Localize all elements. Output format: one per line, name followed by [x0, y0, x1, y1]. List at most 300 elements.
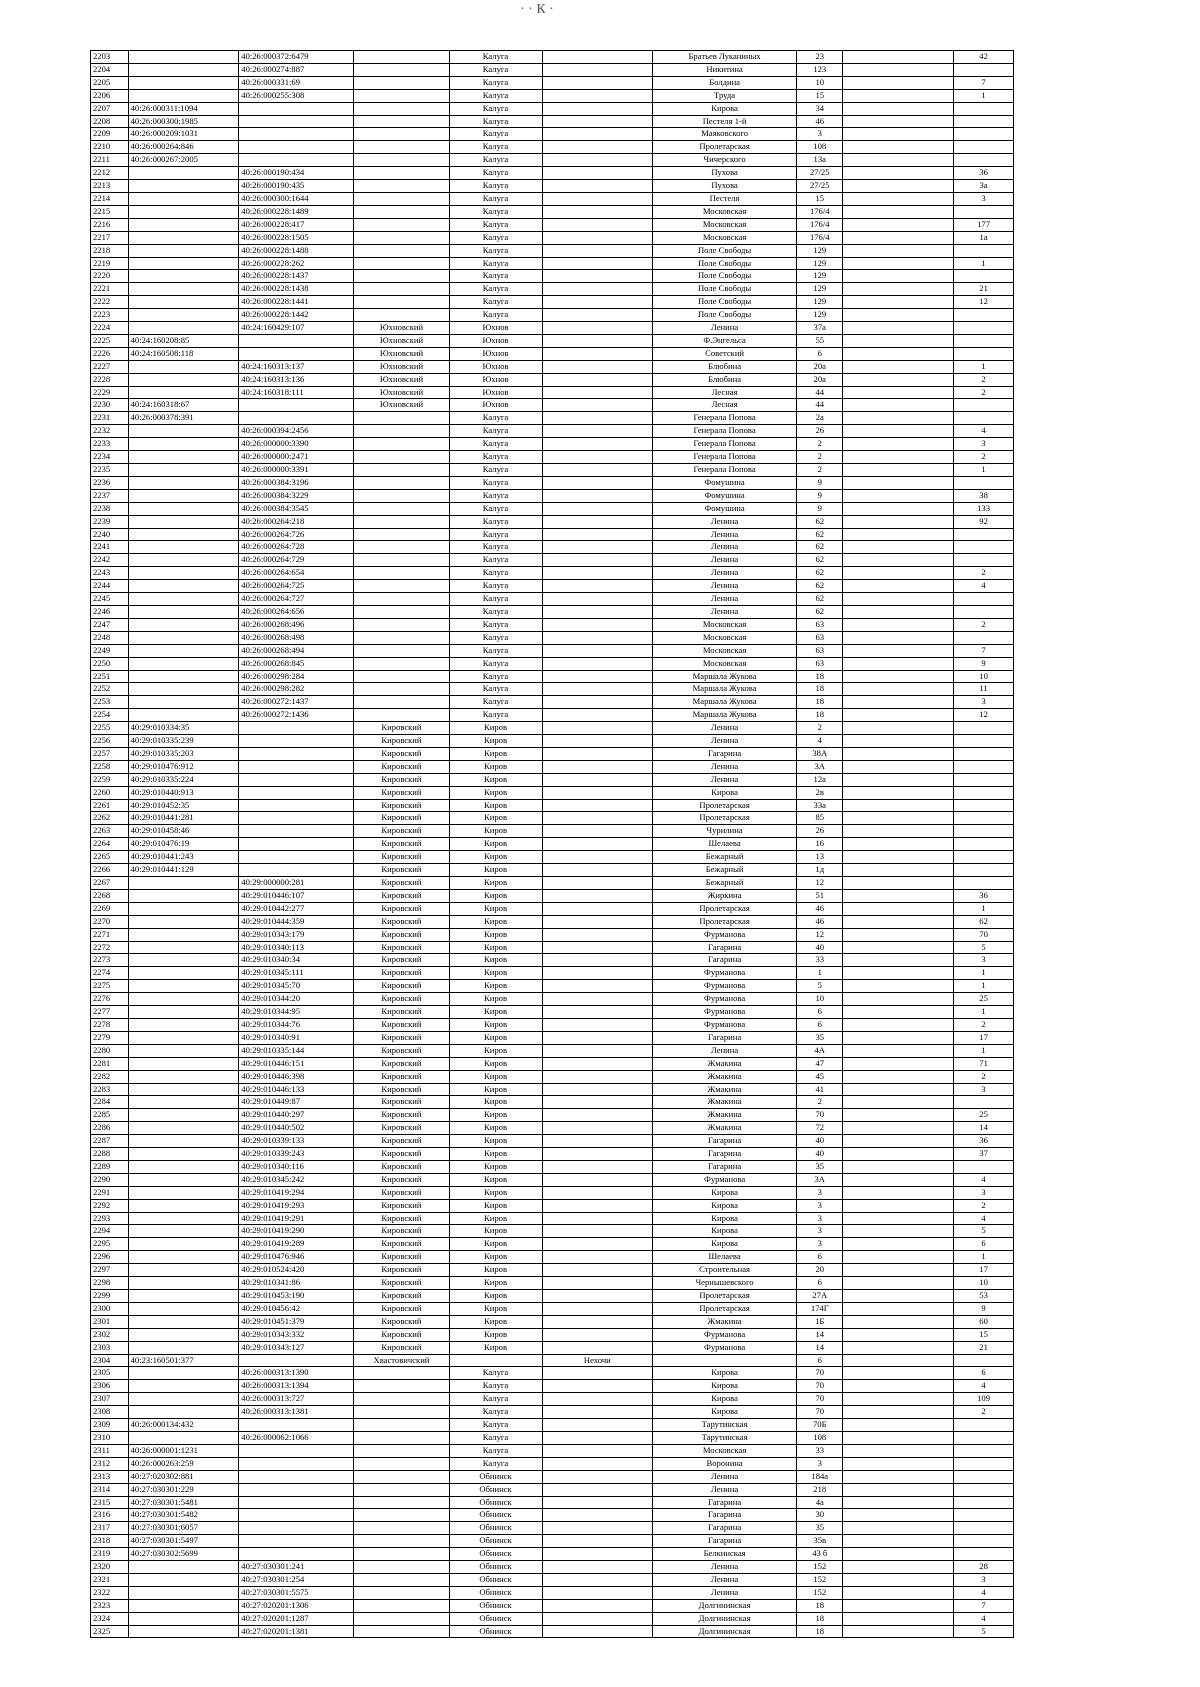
table-cell: 40:26:000272:1436 — [239, 709, 354, 722]
table-cell — [954, 347, 1014, 360]
table-row — [91, 347, 1014, 360]
table-cell — [843, 760, 954, 773]
table-cell: 30 — [797, 1509, 843, 1522]
table-cell: 2 — [797, 438, 843, 451]
table-cell: 40:29:010419:290 — [239, 1225, 354, 1238]
table-cell: Генерала Попова — [653, 412, 797, 425]
table-cell: Ленина — [653, 322, 797, 335]
table-cell — [843, 1160, 954, 1173]
table-cell: 40:26:000313:1394 — [239, 1380, 354, 1393]
table-cell — [354, 283, 449, 296]
table-cell — [542, 1083, 653, 1096]
table-row — [91, 593, 1014, 606]
table-cell — [954, 1496, 1014, 1509]
table-cell — [954, 1419, 1014, 1432]
table-cell: 40:27:030302:5699 — [128, 1548, 239, 1561]
table-cell — [843, 1522, 954, 1535]
table-cell — [239, 1457, 354, 1470]
table-cell: 2211 — [91, 154, 129, 167]
table-cell: 40:29:010419:294 — [239, 1186, 354, 1199]
table-cell: 85 — [797, 812, 843, 825]
table-cell — [354, 683, 449, 696]
table-cell: 40:26:000267:2005 — [128, 154, 239, 167]
table-cell: Маршала Жукова — [653, 696, 797, 709]
table-cell: 3 — [797, 1186, 843, 1199]
table-cell: 2265 — [91, 851, 129, 864]
table-cell — [843, 451, 954, 464]
table-cell — [542, 1406, 653, 1419]
table-cell — [542, 696, 653, 709]
table-cell — [954, 1509, 1014, 1522]
table-cell — [128, 283, 239, 296]
table-row — [91, 1135, 1014, 1148]
table-cell — [542, 1431, 653, 1444]
table-cell: Обнинск — [449, 1509, 542, 1522]
table-cell: 2307 — [91, 1393, 129, 1406]
table-cell: 40:26:000190:434 — [239, 167, 354, 180]
table-cell: 35в — [797, 1535, 843, 1548]
table-cell: 40:29:010419:289 — [239, 1238, 354, 1251]
table-row — [91, 1070, 1014, 1083]
table-cell — [354, 502, 449, 515]
table-row — [91, 1018, 1014, 1031]
table-cell: 40:29:010458:46 — [128, 825, 239, 838]
table-cell: 40:26:000300:1985 — [128, 115, 239, 128]
table-cell: Обнинск — [449, 1496, 542, 1509]
table-cell: Кировский — [354, 1148, 449, 1161]
table-cell: 2324 — [91, 1612, 129, 1625]
table-cell: Киров — [449, 1238, 542, 1251]
table-cell: 6 — [797, 1354, 843, 1367]
table-cell — [542, 1586, 653, 1599]
table-cell — [542, 386, 653, 399]
table-cell: 40:26:000311:1094 — [128, 102, 239, 115]
table-cell: 40:27:030301:254 — [239, 1573, 354, 1586]
table-cell: 46 — [797, 902, 843, 915]
table-cell — [239, 773, 354, 786]
table-cell: 3 — [797, 1212, 843, 1225]
table-row — [91, 283, 1014, 296]
table-cell: 36 — [954, 889, 1014, 902]
table-cell: 70 — [797, 1393, 843, 1406]
table-cell: 2 — [954, 451, 1014, 464]
table-cell: 40:29:010340:91 — [239, 1031, 354, 1044]
table-cell: Кирова — [653, 786, 797, 799]
table-cell — [843, 541, 954, 554]
table-cell: 2268 — [91, 889, 129, 902]
table-cell — [954, 773, 1014, 786]
table-row — [91, 1006, 1014, 1019]
table-cell: 40:26:000228:1437 — [239, 270, 354, 283]
table-cell — [354, 464, 449, 477]
table-cell — [128, 1225, 239, 1238]
table-cell: 3 — [797, 1199, 843, 1212]
table-row — [91, 773, 1014, 786]
table-cell — [542, 1212, 653, 1225]
table-cell: Калуга — [449, 593, 542, 606]
table-cell: 53 — [954, 1290, 1014, 1303]
table-cell: 40:26:000268:845 — [239, 657, 354, 670]
table-cell — [954, 799, 1014, 812]
table-cell: Калуга — [449, 1431, 542, 1444]
table-cell: 70 — [797, 1406, 843, 1419]
table-cell — [954, 1548, 1014, 1561]
table-cell — [954, 412, 1014, 425]
table-cell — [843, 528, 954, 541]
table-cell — [354, 1548, 449, 1561]
table-cell — [542, 1599, 653, 1612]
table-cell — [843, 476, 954, 489]
table-cell — [239, 1509, 354, 1522]
table-cell: 20а — [797, 360, 843, 373]
table-cell — [354, 1483, 449, 1496]
table-row — [91, 386, 1014, 399]
table-row — [91, 115, 1014, 128]
table-cell: 40:29:010335:239 — [128, 735, 239, 748]
table-cell: Киров — [449, 1251, 542, 1264]
table-cell: 4 — [797, 735, 843, 748]
table-cell — [843, 244, 954, 257]
table-cell — [843, 76, 954, 89]
table-cell: 1 — [954, 464, 1014, 477]
table-cell: Калуга — [449, 657, 542, 670]
table-cell — [128, 631, 239, 644]
table-cell: 2283 — [91, 1083, 129, 1096]
table-cell: Кировский — [354, 1122, 449, 1135]
table-cell: 4а — [797, 1496, 843, 1509]
table-cell: Московская — [653, 231, 797, 244]
table-cell: 40:26:000313:727 — [239, 1393, 354, 1406]
table-cell — [239, 825, 354, 838]
table-cell: Калуга — [449, 167, 542, 180]
table-cell: Кировский — [354, 1341, 449, 1354]
table-cell: Киров — [449, 877, 542, 890]
table-cell — [542, 657, 653, 670]
table-cell: 2291 — [91, 1186, 129, 1199]
table-row — [91, 605, 1014, 618]
table-cell: 40:29:010476:946 — [239, 1251, 354, 1264]
table-cell: Кировский — [354, 967, 449, 980]
table-cell: 13 — [797, 851, 843, 864]
table-cell: Кировский — [354, 1109, 449, 1122]
table-cell — [843, 1057, 954, 1070]
table-cell: Долгининская — [653, 1599, 797, 1612]
table-cell — [354, 205, 449, 218]
table-cell: 18 — [797, 1612, 843, 1625]
table-cell — [542, 51, 653, 64]
table-cell: 40:26:000134:432 — [128, 1419, 239, 1432]
table-cell: 47 — [797, 1057, 843, 1070]
table-cell: 63 — [797, 657, 843, 670]
table-cell — [128, 1018, 239, 1031]
table-cell: 2 — [954, 618, 1014, 631]
table-cell: 2277 — [91, 1006, 129, 1019]
table-cell: Гагарина — [653, 1148, 797, 1161]
table-cell: 40:26:000268:498 — [239, 631, 354, 644]
table-cell: 1 — [954, 980, 1014, 993]
table-cell — [128, 1083, 239, 1096]
table-cell: Кировский — [354, 1083, 449, 1096]
table-cell: 63 — [797, 644, 843, 657]
table-cell: Киров — [449, 928, 542, 941]
table-cell — [542, 631, 653, 644]
table-cell: Киров — [449, 1070, 542, 1083]
table-cell — [843, 128, 954, 141]
table-cell — [653, 1354, 797, 1367]
table-cell: 40:29:010340:34 — [239, 954, 354, 967]
table-cell: 6 — [797, 1006, 843, 1019]
table-cell: 40:29:010453:190 — [239, 1290, 354, 1303]
table-cell — [843, 360, 954, 373]
table-cell: Фомушина — [653, 489, 797, 502]
table-cell: 2322 — [91, 1586, 129, 1599]
table-cell: 17 — [954, 1031, 1014, 1044]
table-cell: 2303 — [91, 1341, 129, 1354]
table-cell — [843, 722, 954, 735]
table-cell: Калуга — [449, 231, 542, 244]
table-cell — [542, 399, 653, 412]
table-cell — [954, 399, 1014, 412]
table-cell: 38А — [797, 747, 843, 760]
table-cell — [843, 1109, 954, 1122]
table-cell — [843, 799, 954, 812]
table-cell — [128, 1277, 239, 1290]
table-cell — [128, 915, 239, 928]
table-cell — [843, 102, 954, 115]
table-cell: Киров — [449, 1160, 542, 1173]
table-cell — [843, 89, 954, 102]
table-cell — [354, 128, 449, 141]
table-cell: 3 — [954, 1573, 1014, 1586]
table-cell: 2233 — [91, 438, 129, 451]
table-cell — [354, 709, 449, 722]
table-cell — [843, 1354, 954, 1367]
table-cell: 70Б — [797, 1419, 843, 1432]
table-cell — [128, 63, 239, 76]
table-cell: 2224 — [91, 322, 129, 335]
table-cell — [354, 1509, 449, 1522]
table-cell: Калуга — [449, 631, 542, 644]
table-cell — [542, 580, 653, 593]
table-cell — [128, 657, 239, 670]
table-cell: Гагарина — [653, 1160, 797, 1173]
table-cell: Калуга — [449, 709, 542, 722]
table-cell — [843, 425, 954, 438]
table-cell: 70 — [954, 928, 1014, 941]
table-cell — [542, 425, 653, 438]
table-cell — [128, 244, 239, 257]
table-cell: 2285 — [91, 1109, 129, 1122]
table-row — [91, 51, 1014, 64]
table-cell: 70 — [797, 1380, 843, 1393]
table-cell: Болдина — [653, 76, 797, 89]
table-cell — [128, 51, 239, 64]
table-cell: Киров — [449, 1109, 542, 1122]
table-cell — [354, 1444, 449, 1457]
table-cell: Гагарина — [653, 941, 797, 954]
table-cell: 40:29:010446:398 — [239, 1070, 354, 1083]
table-cell: Юхновский — [354, 347, 449, 360]
table-cell: 1 — [954, 257, 1014, 270]
table-cell: Чернышевского — [653, 1277, 797, 1290]
table-cell — [128, 167, 239, 180]
table-cell — [128, 541, 239, 554]
table-cell: Юхнов — [449, 347, 542, 360]
table-cell: 10 — [797, 76, 843, 89]
table-cell: 2301 — [91, 1315, 129, 1328]
table-cell: 40:26:000274:887 — [239, 63, 354, 76]
table-row — [91, 438, 1014, 451]
table-cell — [354, 1367, 449, 1380]
table-row — [91, 128, 1014, 141]
table-cell — [542, 1277, 653, 1290]
table-row — [91, 1148, 1014, 1161]
table-cell: 14 — [797, 1341, 843, 1354]
table-cell — [354, 1535, 449, 1548]
table-cell: Фурманова — [653, 993, 797, 1006]
table-cell: Обнинск — [449, 1599, 542, 1612]
table-cell: Калуга — [449, 102, 542, 115]
table-cell — [128, 231, 239, 244]
table-cell: 46 — [797, 915, 843, 928]
table-cell — [128, 1096, 239, 1109]
table-cell — [843, 1573, 954, 1586]
table-row — [91, 309, 1014, 322]
table-cell: 25 — [954, 993, 1014, 1006]
table-cell: Кирова — [653, 1186, 797, 1199]
table-cell — [128, 192, 239, 205]
table-cell: Киров — [449, 799, 542, 812]
table-cell: Кировский — [354, 1328, 449, 1341]
table-row — [91, 967, 1014, 980]
table-cell — [128, 1135, 239, 1148]
table-row — [91, 631, 1014, 644]
table-cell — [542, 1264, 653, 1277]
table-cell: 40:29:010419:291 — [239, 1212, 354, 1225]
table-cell: 3 — [954, 1083, 1014, 1096]
table-cell: 2258 — [91, 760, 129, 773]
table-cell: 40:26:000001:1231 — [128, 1444, 239, 1457]
table-cell: 2313 — [91, 1470, 129, 1483]
table-cell: Фомушина — [653, 476, 797, 489]
table-cell — [843, 399, 954, 412]
table-cell: Киров — [449, 760, 542, 773]
table-cell: Юхнов — [449, 373, 542, 386]
table-cell — [542, 1535, 653, 1548]
table-cell: Фурманова — [653, 1018, 797, 1031]
table-cell: Хвастовичский — [354, 1354, 449, 1367]
table-cell: Ф.Энгельса — [653, 334, 797, 347]
table-cell — [542, 528, 653, 541]
table-cell: Киров — [449, 773, 542, 786]
table-cell — [843, 567, 954, 580]
table-cell: Чичерского — [653, 154, 797, 167]
table-cell — [843, 270, 954, 283]
table-cell: 2 — [797, 451, 843, 464]
table-cell: 40:27:030301:5482 — [128, 1509, 239, 1522]
table-cell — [542, 1341, 653, 1354]
table-cell — [239, 1522, 354, 1535]
table-cell: 26 — [797, 825, 843, 838]
table-cell: Обнинск — [449, 1548, 542, 1561]
table-cell — [954, 541, 1014, 554]
table-cell: 2 — [954, 373, 1014, 386]
table-cell: 40:26:000298:284 — [239, 670, 354, 683]
table-cell — [954, 1535, 1014, 1548]
table-cell: Киров — [449, 1122, 542, 1135]
table-cell: 40:29:010343:127 — [239, 1341, 354, 1354]
table-cell: 2205 — [91, 76, 129, 89]
table-cell: 2260 — [91, 786, 129, 799]
table-cell — [954, 1522, 1014, 1535]
table-cell — [354, 154, 449, 167]
table-cell: 21 — [954, 1341, 1014, 1354]
table-row — [91, 1109, 1014, 1122]
table-cell: Ленина — [653, 1044, 797, 1057]
table-cell — [843, 141, 954, 154]
table-cell: 18 — [797, 1599, 843, 1612]
table-row — [91, 1302, 1014, 1315]
table-cell — [542, 980, 653, 993]
table-cell: 40:26:000228:1488 — [239, 244, 354, 257]
table-cell: Кировский — [354, 928, 449, 941]
table-cell — [843, 605, 954, 618]
table-cell: 2310 — [91, 1431, 129, 1444]
table-row — [91, 476, 1014, 489]
table-cell — [843, 502, 954, 515]
table-cell: Поле Свободы — [653, 270, 797, 283]
table-cell: Пролетарская — [653, 915, 797, 928]
table-cell — [128, 89, 239, 102]
table-cell: Поле Свободы — [653, 296, 797, 309]
table-cell: 2208 — [91, 115, 129, 128]
table-cell — [354, 102, 449, 115]
table-cell: Фурманова — [653, 980, 797, 993]
table-cell — [128, 1393, 239, 1406]
table-cell: 62 — [797, 515, 843, 528]
table-cell: 2308 — [91, 1406, 129, 1419]
table-cell: Калуга — [449, 696, 542, 709]
table-cell — [542, 167, 653, 180]
table-cell: 40:26:000255:308 — [239, 89, 354, 102]
table-cell — [239, 735, 354, 748]
table-cell — [542, 1612, 653, 1625]
table-cell: 6 — [797, 1251, 843, 1264]
table-cell — [843, 877, 954, 890]
table-row — [91, 1057, 1014, 1070]
table-cell — [542, 115, 653, 128]
table-cell: 40:29:010442:277 — [239, 902, 354, 915]
table-cell: Юхновский — [354, 399, 449, 412]
table-cell — [128, 451, 239, 464]
table-cell: 2315 — [91, 1496, 129, 1509]
table-cell — [843, 1212, 954, 1225]
table-cell — [542, 1148, 653, 1161]
table-cell — [542, 1380, 653, 1393]
table-row — [91, 980, 1014, 993]
table-cell: Ленина — [653, 541, 797, 554]
table-row — [91, 786, 1014, 799]
table-row — [91, 1612, 1014, 1625]
table-cell: Киров — [449, 1277, 542, 1290]
table-cell — [843, 1006, 954, 1019]
table-cell: Фурманова — [653, 928, 797, 941]
table-row — [91, 1431, 1014, 1444]
table-cell — [843, 1406, 954, 1419]
table-cell: Лесная — [653, 399, 797, 412]
table-cell: Жмакина — [653, 1083, 797, 1096]
table-row — [91, 1573, 1014, 1586]
